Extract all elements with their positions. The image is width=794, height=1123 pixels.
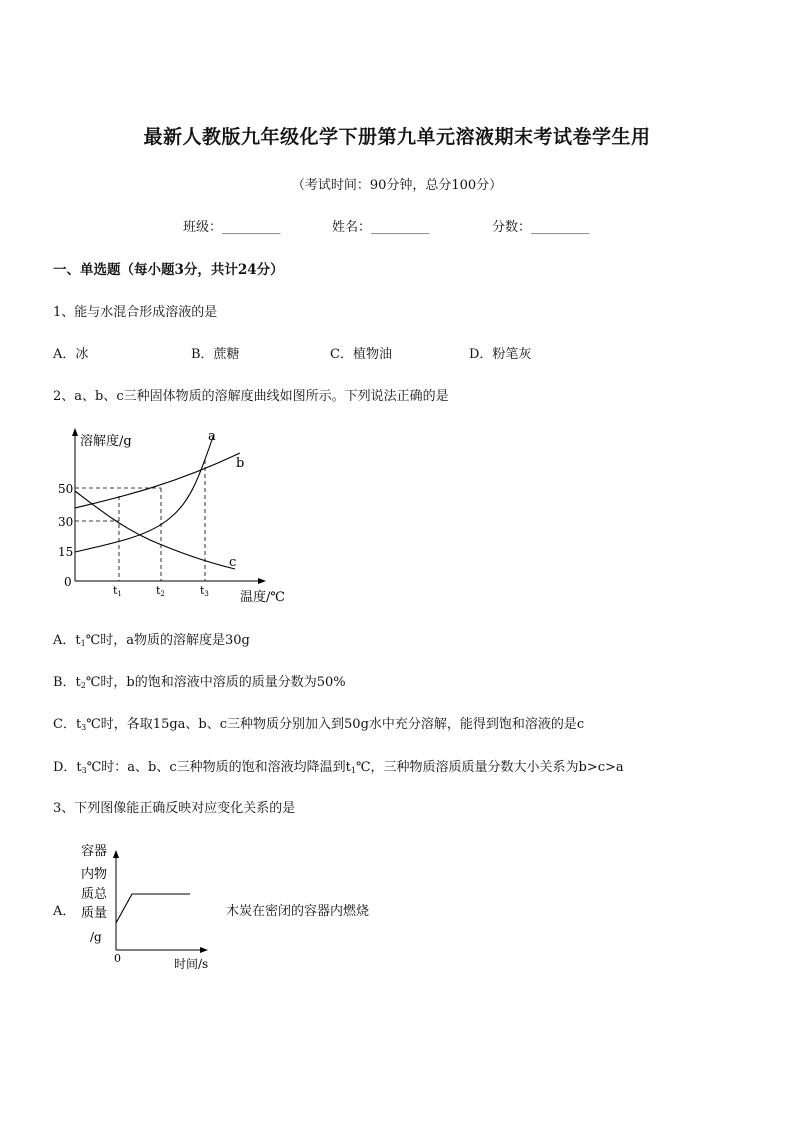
x-axis-arrow [258,578,266,584]
y-label-line-4: 质量 [81,906,108,921]
x-axis-label: 温度/℃ [240,590,285,605]
q2-option-a[interactable]: A．$t_1℃$时，a物质的溶解度是30g [53,633,250,648]
y-axis-arrow [113,850,119,858]
score-field[interactable]: 分数：_________ [492,220,590,235]
q2-option-c[interactable]: C．$t_3℃$时，各取15ga、b、c三种物质分别加入到50g水中充分溶解，能得到饱和溶液的是c [53,717,585,732]
y-tick-50: 50 [58,482,74,496]
q3-option-a-label[interactable]: A． [53,904,76,919]
y-tick-15: 15 [58,545,74,559]
section-heading: 一、单选题（每小题3分，共计24分） [53,262,284,278]
q2-option-b[interactable]: B．$t_2℃$时，b的饱和溶液中溶质的质量分数为50% [53,675,346,690]
curve-c [75,491,235,569]
page-title: 最新人教版九年级化学下册第九单元溶液期末考试卷学生用 [143,126,651,148]
q1-option-c[interactable]: C．植物油 [330,347,392,362]
exam-info: （考试时间：90分钟，总分100分） [291,178,503,193]
x-tick-t1: t1 [113,584,122,598]
question-3-stem: 3、下列图像能正确反映对应变化关系的是 [53,801,296,816]
mass-time-chart [76,840,226,975]
y-label-line-1: 容器 [81,844,108,859]
y-tick-30: 30 [58,515,74,529]
solubility-chart [40,420,300,610]
y-axis-label: 溶解度/g [80,434,132,449]
y-tick-0: 0 [64,575,72,589]
question-2-stem: 2、a、b、c三种固体物质的溶解度曲线如图所示。下列说法正确的是 [53,389,449,404]
q1-option-a[interactable]: A．冰 [53,347,89,362]
x-tick-t2: t2 [156,584,165,598]
x-tick-t3: t3 [200,584,209,598]
q2-option-d[interactable]: D．$t_3℃$时：a、b、c三种物质的饱和溶液均降温到$t_1℃$，三种物质溶质质量分数大小关系为b>c>a [53,760,624,775]
x-axis-label: 时间/s [174,957,209,971]
curve-b [75,453,240,508]
x-axis-arrow [200,947,208,953]
y-axis-arrow [72,428,78,436]
curve-a [75,434,214,552]
q1-option-d[interactable]: D．粉笔灰 [469,347,532,362]
y-label-line-2: 内物 [81,867,108,882]
question-1-stem: 1、能与水混合形成溶液的是 [53,305,218,320]
curve-a-label: a [208,429,216,444]
y-label-line-3: 质总 [81,887,108,902]
y-label-line-5: /g [90,930,102,944]
origin-label: 0 [114,952,121,965]
name-field[interactable]: 姓名：_________ [332,220,430,235]
mass-line [116,894,190,923]
q1-option-b[interactable]: B．蔗糖 [191,347,240,362]
curve-b-label: b [236,456,245,471]
q3-option-a-text: 木炭在密闭的容器内燃烧 [226,904,370,919]
curve-c-label: c [229,555,237,570]
class-field[interactable]: 班级：_________ [183,220,281,235]
